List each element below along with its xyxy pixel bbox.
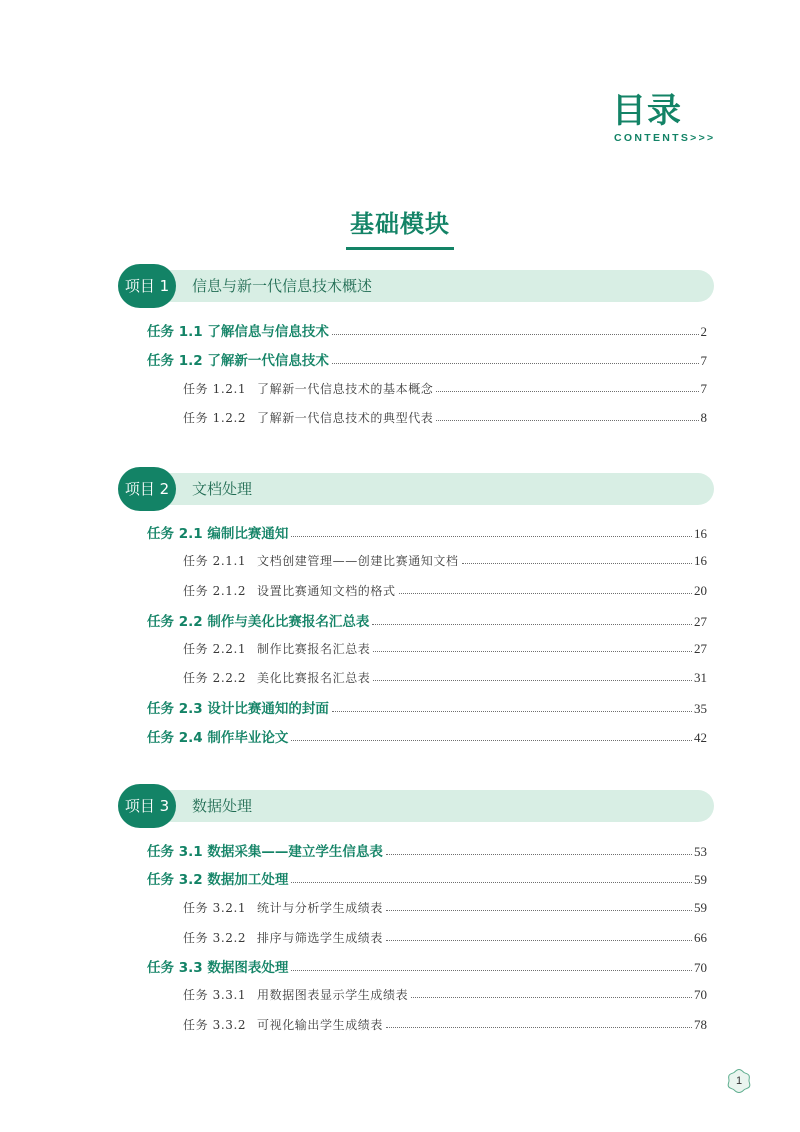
dot-leader	[411, 997, 692, 998]
toc-task-row[interactable]	[147, 608, 707, 630]
toc-entry-label	[183, 986, 408, 1003]
toc-subtask-row[interactable]	[183, 547, 707, 569]
contents-title: 目录	[612, 91, 682, 131]
toc-entry-label	[183, 582, 396, 599]
dot-leader	[291, 970, 692, 971]
dot-leader	[291, 740, 692, 741]
toc-page-number: 42	[694, 730, 707, 745]
section-badge: 项目 3	[118, 784, 176, 828]
toc-page-number: 2	[700, 324, 707, 339]
toc-entry-label: 任务 3.2 数据加工处理	[147, 872, 289, 888]
toc-subtask-number: 任务 2.2.1	[183, 642, 247, 656]
toc-subtask-number: 任务 3.2.2	[183, 931, 247, 945]
toc-page-number: 70	[694, 960, 707, 975]
toc-page-number: 53	[694, 844, 707, 859]
toc-subtask-row[interactable]	[183, 635, 707, 657]
dot-leader	[332, 711, 692, 712]
section-title: 数据处理	[192, 797, 253, 815]
dot-leader	[372, 624, 692, 625]
page-number-badge	[726, 1068, 752, 1094]
section-title: 信息与新一代信息技术概述	[192, 277, 373, 295]
toc-subtask-number: 任务 2.1.2	[183, 584, 247, 598]
toc-entry-label	[183, 1016, 383, 1033]
toc-page-number: 27	[694, 614, 707, 629]
toc-page-number: 59	[694, 900, 707, 915]
dot-leader	[436, 391, 698, 392]
dot-leader	[373, 680, 692, 681]
toc-subtask-row[interactable]	[183, 894, 707, 916]
toc-subtask-number: 任务 3.3.2	[183, 1018, 247, 1032]
toc-entry-label	[183, 640, 370, 657]
dot-leader	[332, 334, 699, 335]
toc-entry-label	[183, 380, 433, 397]
toc-subtask-row[interactable]	[183, 404, 707, 426]
toc-page-number: 16	[694, 553, 707, 568]
dot-leader	[436, 420, 698, 421]
toc-task-row[interactable]	[147, 347, 707, 369]
toc-page-number: 31	[694, 670, 707, 685]
toc-subtask-title: 设置比赛通知文档的格式	[257, 584, 396, 598]
toc-subtask-row[interactable]	[183, 577, 707, 599]
toc-page-number: 27	[694, 641, 707, 656]
toc-subtask-number: 任务 3.2.1	[183, 901, 247, 915]
toc-task-row[interactable]	[147, 954, 707, 976]
dot-leader	[332, 363, 699, 364]
dot-leader	[386, 940, 692, 941]
toc-subtask-number: 任务 1.2.1	[183, 382, 247, 396]
toc-entry-label: 任务 2.1 编制比赛通知	[147, 526, 289, 542]
module-title	[0, 204, 800, 250]
toc-task-row[interactable]	[147, 695, 707, 717]
toc-subtask-title: 美化比赛报名汇总表	[257, 671, 371, 685]
toc-entry-label: 任务 2.3 设计比赛通知的封面	[147, 701, 329, 717]
section-badge: 项目 1	[118, 264, 176, 308]
toc-subtask-number: 任务 2.2.2	[183, 671, 247, 685]
toc-entry-label	[183, 899, 383, 916]
toc-subtask-row[interactable]	[183, 375, 707, 397]
section-header-1[interactable]	[118, 270, 714, 302]
toc-page-number: 16	[694, 526, 707, 541]
toc-entry-label	[183, 929, 383, 946]
toc-entry-label: 任务 3.1 数据采集——建立学生信息表	[147, 844, 383, 860]
dot-leader	[386, 854, 692, 855]
toc-page-number: 59	[694, 872, 707, 887]
dot-leader	[386, 1027, 692, 1028]
toc-entry-label: 任务 2.2 制作与美化比赛报名汇总表	[147, 614, 370, 630]
toc-page-number: 66	[694, 930, 707, 945]
toc-subtask-row[interactable]	[183, 664, 707, 686]
section-header-2[interactable]	[118, 473, 714, 505]
toc-subtask-row[interactable]	[183, 981, 707, 1003]
toc-entry-label	[183, 669, 370, 686]
toc-subtask-title: 用数据图表显示学生成绩表	[257, 988, 409, 1002]
dot-leader	[291, 882, 692, 883]
toc-page-number: 7	[700, 381, 707, 396]
toc-page-number: 78	[694, 1017, 707, 1032]
section-badge: 项目 2	[118, 467, 176, 511]
toc-task-row[interactable]	[147, 724, 707, 746]
dot-leader	[462, 563, 692, 564]
toc-subtask-title: 统计与分析学生成绩表	[257, 901, 384, 915]
toc-subtask-title: 排序与筛选学生成绩表	[257, 931, 384, 945]
toc-page-number: 35	[694, 701, 707, 716]
toc-entry-label: 任务 1.1 了解信息与信息技术	[147, 324, 329, 340]
contents-subtitle: CONTENTS>>>	[614, 132, 716, 144]
module-title-text: 基础模块	[346, 204, 454, 250]
contents-heading	[612, 91, 722, 144]
dot-leader	[386, 910, 692, 911]
toc-subtask-title: 文档创建管理——创建比赛通知文档	[257, 554, 459, 568]
toc-entry-label: 任务 3.3 数据图表处理	[147, 960, 289, 976]
toc-subtask-number: 任务 1.2.2	[183, 411, 247, 425]
dot-leader	[399, 593, 692, 594]
toc-page-number: 8	[700, 410, 707, 425]
dot-leader	[291, 536, 692, 537]
toc-subtask-row[interactable]	[183, 1011, 707, 1033]
toc-subtask-title: 制作比赛报名汇总表	[257, 642, 371, 656]
toc-entry-label: 任务 2.4 制作毕业论文	[147, 730, 289, 746]
toc-page-number: 70	[694, 987, 707, 1002]
toc-entry-label: 任务 1.2 了解新一代信息技术	[147, 353, 329, 369]
toc-page-number: 7	[700, 353, 707, 368]
toc-task-row[interactable]	[147, 318, 707, 340]
toc-subtask-title: 可视化输出学生成绩表	[257, 1018, 384, 1032]
toc-entry-label	[183, 552, 459, 569]
toc-subtask-title: 了解新一代信息技术的典型代表	[257, 411, 434, 425]
toc-task-row[interactable]	[147, 838, 707, 860]
section-header-3[interactable]	[118, 790, 714, 822]
toc-subtask-number: 任务 2.1.1	[183, 554, 247, 568]
page-number: 1	[735, 1075, 743, 1087]
toc-entry-label	[183, 409, 433, 426]
toc-subtask-row[interactable]	[183, 924, 707, 946]
toc-subtask-number: 任务 3.3.1	[183, 988, 247, 1002]
toc-page-number: 20	[694, 583, 707, 598]
dot-leader	[373, 651, 692, 652]
section-title: 文档处理	[192, 480, 253, 498]
toc-task-row[interactable]	[147, 866, 707, 888]
toc-task-row[interactable]	[147, 520, 707, 542]
toc-subtask-title: 了解新一代信息技术的基本概念	[257, 382, 434, 396]
